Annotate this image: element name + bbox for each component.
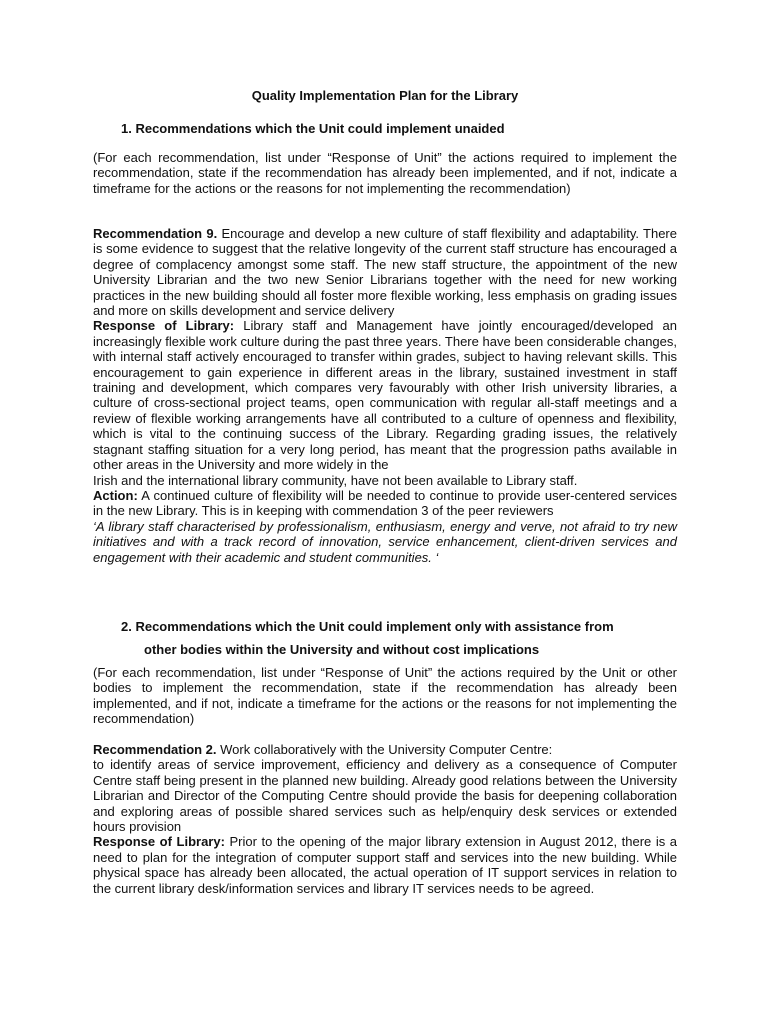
section-1-intro: (For each recommendation, list under “Response of Unit” the actions required to implement the recommendation, state if the recommendation has already been implemented, and if not, indicate a timeframe for the actions or the reasons for not implementing the recommendation) — [93, 150, 677, 196]
section-2-heading-line2: other bodies within the University and without cost implications — [144, 642, 540, 657]
recommendation-2-block — [93, 742, 677, 896]
response-text-2: Prior to the opening of the major library extension in August 2012, there is a need to plan for the integration of computer support staff and services into the new building. While physical space has already been allocated, the actual operation of IT support services in relation to the current library desk/information services and library IT services needs to be agreed. — [93, 834, 677, 896]
response-label: Response of Library: — [93, 318, 235, 334]
recommendation-2-label: Recommendation 2. — [93, 742, 217, 757]
action-label: Action: — [93, 487, 138, 503]
recommendation-9-text: Encourage and develop a new culture of staff flexibility and adaptability. There is some evidence to suggest that the relative longevity of the current staff structure has encouraged a degree of complacency amongst some staff. The new staff structure, the appointment of the new University Librarian and the two new Senior Librarians together with the need for new working practices in the new building should all foster more flexible working, less emphasis on grading issues and more on skills development and service delivery — [93, 226, 677, 319]
section-2-intro: (For each recommendation, list under “Response of Unit” the actions required by the Unit or other bodies to implement the recommendation, state if the recommendation has already been implemented, and if not, indicate a timeframe for the actions or the reasons for not implementing the recommendation) — [93, 665, 677, 727]
response-text-continued: Irish and the international library community, have not been available to Library staff. — [93, 472, 578, 488]
recommendation-9-label: Recommendation 9. — [93, 226, 218, 241]
recommendation-2-text: Work collaboratively with the University Computer Centre: — [216, 742, 553, 757]
section-2-heading-line1: 2. Recommendations which the Unit could implement only with assistance from — [121, 619, 614, 634]
document-title: Quality Implementation Plan for the Library — [251, 88, 519, 103]
response-text: Library staff and Management have jointly encouraged/developed an increasingly flexible work culture during the past three years. There have been considerable changes, with internal staff actively encouraged to transfer within grades, subject to having relevant skills. This encouragement to gain experience in different areas in the library, sustained investment in staff training and development, which compares very favourably with other Irish university libraries, a culture of cross-sectional project teams, open communication with regular all-staff meetings and a review of flexible working arrangements have all contributed to a culture of openness and flexibility, which is vital to the continuing success of the Library. Regarding grading issues, the relatively stagnant staffing situation for a very long period, has meant that the progression paths available in other areas in the University and more widely in the — [93, 318, 678, 473]
recommendation-2-text-continued: to identify areas of service improvement, efficiency and delivery as a consequence of Computer Centre staff being present in the planned new building. Already good relations between the University Librarian and Director of the Computing Centre should provide the basis for deepening collaboration and exploring areas of possible shared services such as help/enquiry desk services or extended hours provision — [93, 757, 677, 835]
recommendation-9-block — [93, 226, 677, 565]
peer-review-quote: ‘A library staff characterised by professionalism, enthusiasm, energy and verve, not afraid to try new initiatives and with a track record of innovation, service enhancement, client-driven services and engagement with their academic and student communities. ‘ — [93, 518, 677, 565]
action-text: A continued culture of flexibility will be needed to continue to provide user-centered services in the new Library. This is in keeping with commendation 3 of the peer reviewers — [93, 487, 677, 519]
section-1-heading: 1. Recommendations which the Unit could implement unaided — [121, 121, 505, 136]
response-label-2: Response of Library: — [93, 834, 225, 850]
